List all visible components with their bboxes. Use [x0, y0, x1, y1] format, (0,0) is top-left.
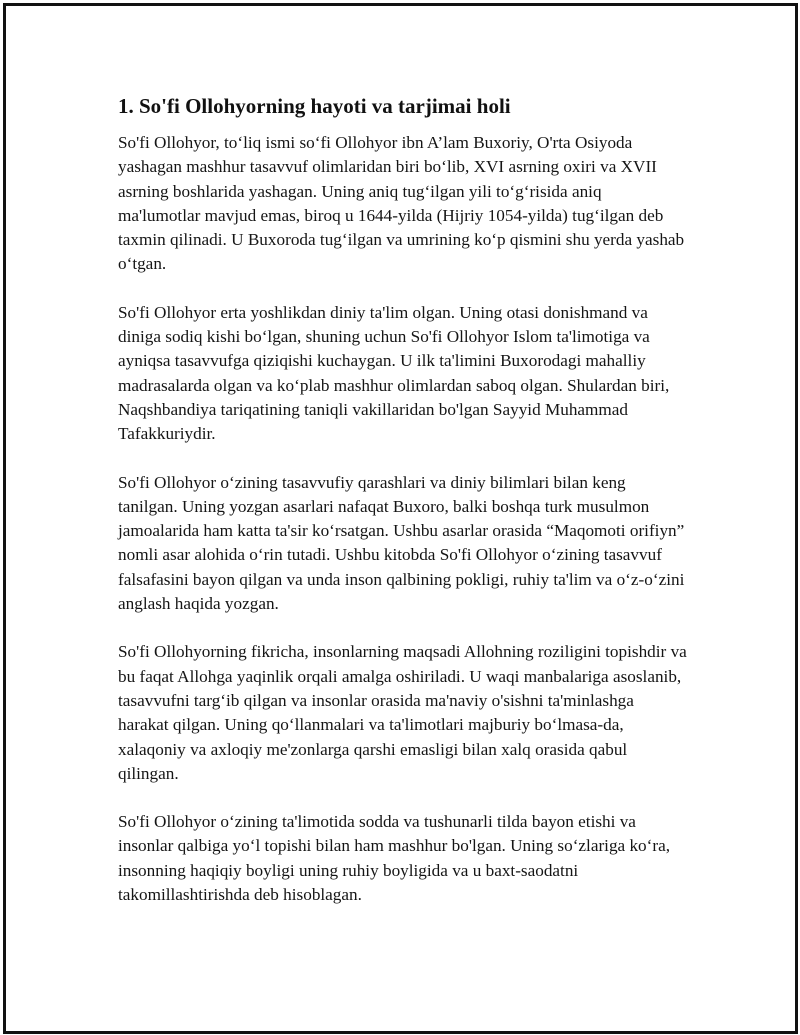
paragraph-philosophy: So'fi Ollohyorning fikricha, insonlarning maqsadi Allohning roziligini topishdir va bu faqat Allohga yaqinlik orqali amalga oshiriladi. U waqi manbalariga asoslanib, tasavvufni targ‘ib qilgan va insonlar orasida ma'naviy o'sishni ta'minlashga harakat qilgan. Uning qo‘llanmalari va ta'limotlari majburiy bo‘lmasa-da, xalaqoniy va axloqiy me'zonlarga qarshi emasligi bilan xalq orasida qabul qilingan. [118, 642, 687, 783]
section-title: 1. So'fi Ollohyorning hayoti va tarjimai holi [118, 94, 511, 118]
paragraph-education: So'fi Ollohyor erta yoshlikdan diniy ta'lim olgan. Uning otasi donishmand va diniga sodiq kishi bo‘lgan, shuning uchun So'fi Ollohyor Islom ta'limotiga va ayniqsa tasavvufga qiziqishi kuchaygan. U ilk ta'limini Buxorodagi mahalliy madrasalarda olgan va ko‘plab mashhur olimlardan saboq olgan. Shulardan biri, Naqshbandiya tariqatining taniqli vakillaridan bo'lgan Sayyid Muhammad Tafakkuriydir. [118, 302, 670, 444]
paragraph-biography-intro: So'fi Ollohyor, to‘liq ismi so‘fi Ollohyor ibn A’lam Buxoriy, O'rta Osiyoda yashagan mashhur tasavvuf olimlaridan biri bo‘lib, XVI asrning oxiri va XVII asrning boshlarida yashagan. Uning aniq tug‘ilgan yili to‘g‘risida aniq ma'lumotlar mavjud emas, biroq u 1644-yilda (Hijriy 1054-yilda) tug‘ilgan deb taxmin qilinadi. U Buxoroda tug‘ilgan va umrining ko‘p qismini shu yerda yashab o‘tgan. [118, 133, 685, 274]
paragraph-teaching-style: So'fi Ollohyor o‘zining ta'limotida sodda va tushunarli tilda bayon etishi va insonlar qalbiga yo‘l topishi bilan ham mashhur bo'lgan. Uning so‘zlariga ko‘ra, insonning haqiqiy boyligi uning ruhiy boyligida va u baxt-saodatni takomillashtirishda deb hisoblagan. [118, 812, 671, 905]
paragraph-works: So'fi Ollohyor o‘zining tasavvufiy qarashlari va diniy bilimlari bilan keng tanilgan. Uning yozgan asarlari nafaqat Buxoro, balki boshqa turk musulmon jamoalarida ham katta ta'sir ko‘rsatgan. Ushbu asarlar orasida “Maqomoti orifiyn” nomli asar alohida o‘rin tutadi. Ushbu kitobda So'fi Ollohyor o‘zining tasavvuf falsafasini bayon qilgan va unda inson qalbining pokligi, ruhiy ta'lim va o‘z-o‘zini anglash haqida yozgan. [118, 472, 685, 614]
document-body [118, 93, 688, 931]
